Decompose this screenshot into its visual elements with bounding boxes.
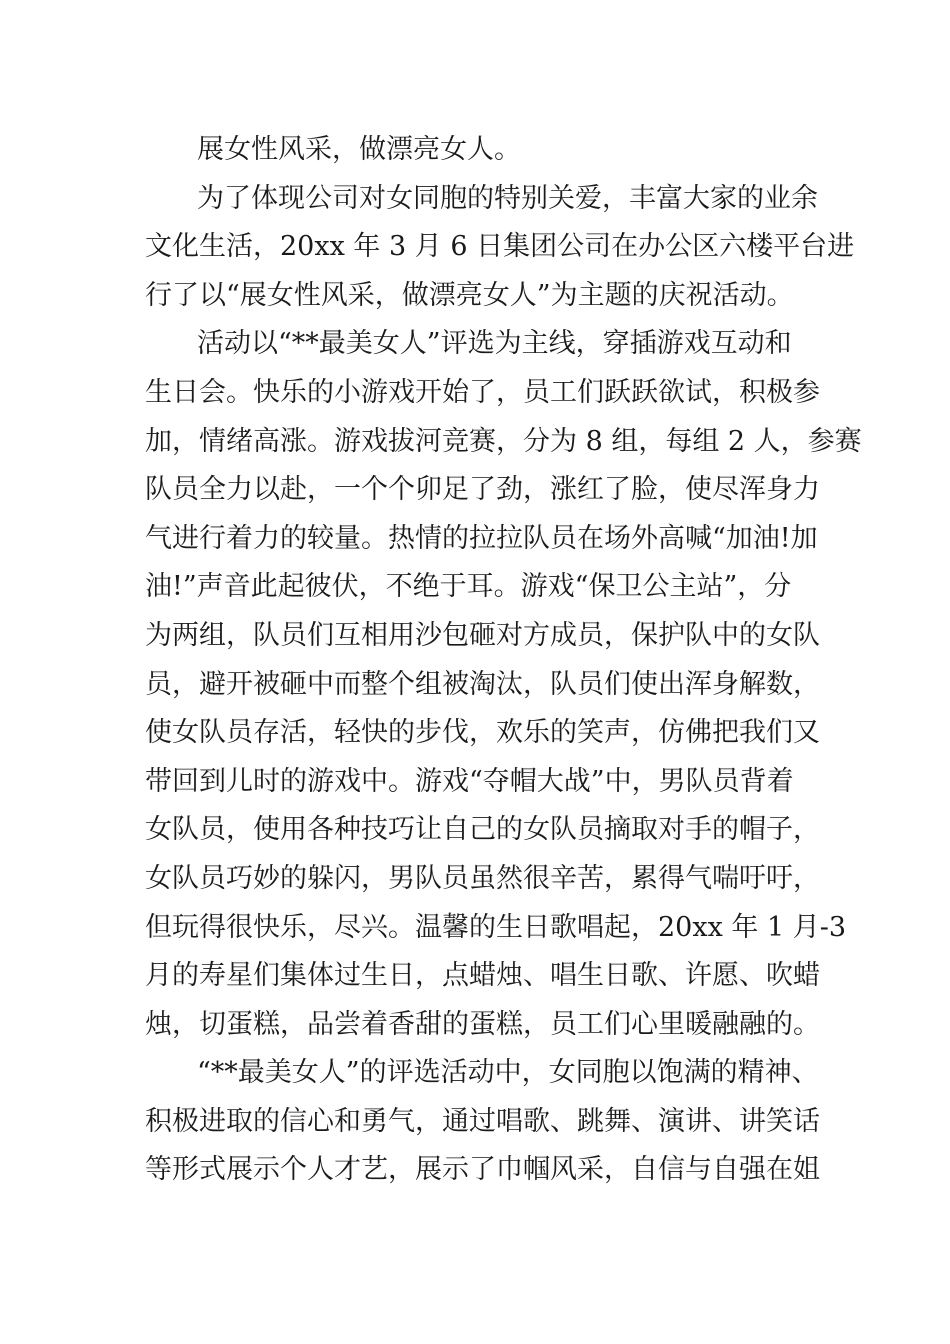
text-line: 队员全力以赴，一个个卯足了劲，涨红了脸，使尽浑身力: [145, 474, 820, 506]
text-line: 等形式展示个人才艺，展示了巾帼风采，自信与自强在姐: [145, 1154, 820, 1186]
text-line: 女队员巧妙的躲闪，男队员虽然很辛苦，累得气喘吁吁，: [145, 862, 820, 894]
text-line: 女队员，使用各种技巧让自己的女队员摘取对手的帽子，: [145, 814, 820, 846]
text-line: 活动以“**最美女人”评选为主线，穿插游戏互动和: [197, 328, 792, 360]
text-line: 展女性风采，做漂亮女人。: [197, 134, 521, 165]
text-line: 但玩得很快乐，尽兴。温馨的生日歌唱起，20xx 年 1 月-3: [145, 911, 847, 943]
body-text: [145, 126, 862, 1195]
text-line: 气进行着力的较量。热情的拉拉队员在场外高喊“加油!加: [145, 522, 818, 554]
text-line: 行了以“展女性风采，做漂亮女人”为主题的庆祝活动。: [145, 279, 794, 311]
text-line: 烛，切蛋糕，品尝着香甜的蛋糕，员工们心里暖融融的。: [145, 1008, 820, 1040]
text-line: 使女队员存活，轻快的步伐，欢乐的笑声，仿佛把我们又: [145, 717, 820, 749]
text-line: “**最美女人”的评选活动中，女同胞以饱满的精神、: [197, 1057, 819, 1089]
text-line: 为了体现公司对女同胞的特别关爱，丰富大家的业余: [197, 182, 818, 214]
text-line: 月的寿星们集体过生日，点蜡烛、唱生日歌、许愿、吹蜡: [145, 960, 820, 992]
text-line: 油!”声音此起彼伏，不绝于耳。游戏“保卫公主站”，分: [145, 571, 792, 603]
text-line: 带回到儿时的游戏中。游戏“夺帽大战”中，男队员背着: [145, 765, 794, 797]
text-line: 生日会。快乐的小游戏开始了，员工们跃跃欲试，积极参: [145, 376, 820, 408]
text-line: 积极进取的信心和勇气，通过唱歌、跳舞、演讲、讲笑话: [145, 1105, 820, 1137]
text-line: 员，避开被砸中而整个组被淘汰，队员们使出浑身解数，: [145, 668, 820, 700]
text-line: 文化生活，20xx 年 3 月 6 日集团公司在办公区六楼平台进: [145, 231, 855, 263]
text-line: 加，情绪高涨。游戏拔河竞赛，分为 8 组，每组 2 人，参赛: [145, 425, 862, 457]
text-line: 为两组，队员们互相用沙包砸对方成员，保护队中的女队: [145, 619, 820, 651]
